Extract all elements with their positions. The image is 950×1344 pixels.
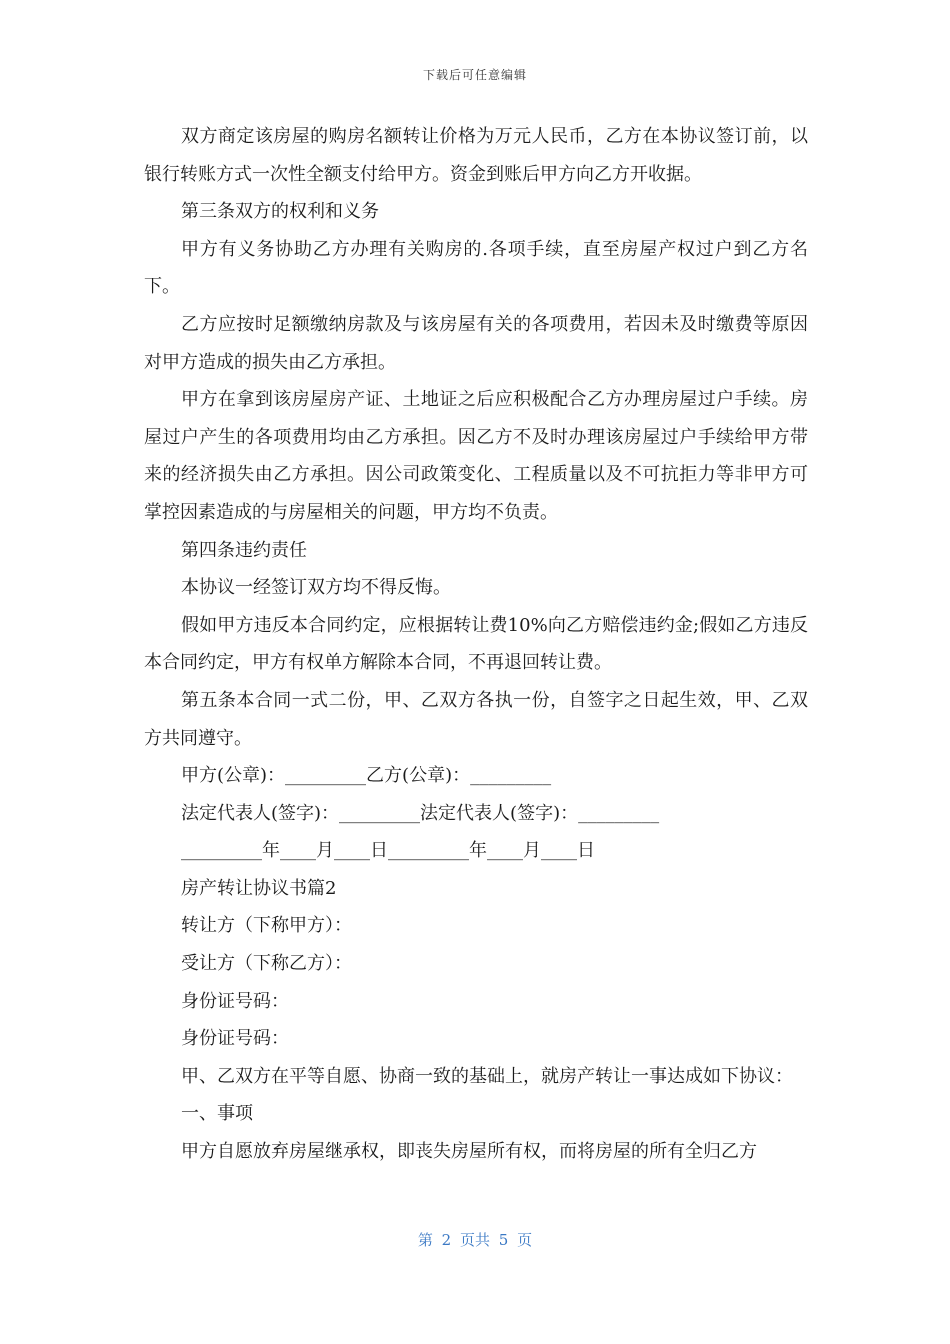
transferee-line: 受让方（下称乙方）： — [181, 953, 352, 975]
id-number-line: 身份证号码： — [181, 1028, 289, 1050]
section-heading: 第四条违约责任 — [181, 539, 307, 561]
section-heading: 一、事项 — [181, 1103, 253, 1125]
section-heading: 第三条双方的权利和义务 — [181, 201, 379, 223]
paragraph: 假如甲方违反本合同约定，应根据转让费10%向乙方赔偿违约金;假如乙方违反本合同约定，甲方有权单方解除本合同，不再退回转让费。 — [144, 614, 808, 674]
paragraph: 甲方自愿放弃房屋继承权，即丧失房屋所有权，而将房屋的所有全归乙方 — [181, 1141, 757, 1163]
paragraph: 双方商定该房屋的购房名额转让价格为万元人民币，乙方在本协议签订前，以银行转账方式一次性全额支付给甲方。资金到账后甲方向乙方开收据。 — [144, 126, 808, 185]
paragraph: 甲方在拿到该房屋房产证、土地证之后应积极配合乙方办理房屋过户手续。房屋过户产生的各项费用均由乙方承担。因乙方不及时办理该房屋过户手续给甲方带来的经济损失由乙方承担。因公司政策变化、工程质量以及不可抗拒力等非甲方可掌控因素造成的与房屋相关的问题，甲方均不负责。 — [144, 389, 808, 523]
seal-line: 甲方(公章)：_________乙方(公章)：_________ — [181, 765, 552, 787]
date-line: _________年____月____日_________年____月____日 — [181, 840, 595, 862]
paragraph: 甲方有义务协助乙方办理有关购房的.各项手续，直至房屋产权过户到乙方名下。 — [144, 238, 808, 298]
transferor-line: 转让方（下称甲方）： — [181, 915, 352, 937]
paragraph: 本协议一经签订双方均不得反悔。 — [181, 577, 451, 599]
signature-line: 法定代表人(签字)：_________法定代表人(签字)：_________ — [181, 802, 660, 824]
document-body — [144, 118, 808, 1171]
document-title: 房产转让协议书篇2 — [181, 877, 337, 899]
page-header: 下载后可任意编辑 — [422, 68, 527, 82]
page-number: 第 2 页共 5 页 — [417, 1231, 533, 1249]
paragraph: 乙方应按时足额缴纳房款及与该房屋有关的各项费用，若因未及时缴费等原因对甲方造成的损失由乙方承担。 — [144, 313, 808, 373]
paragraph: 第五条本合同一式二份，甲、乙双方各执一份，自签字之日起生效，甲、乙双方共同遵守。 — [144, 689, 808, 749]
id-number-line: 身份证号码： — [181, 990, 289, 1012]
paragraph: 甲、乙双方在平等自愿、协商一致的基础上，就房产转让一事达成如下协议： — [181, 1065, 793, 1087]
